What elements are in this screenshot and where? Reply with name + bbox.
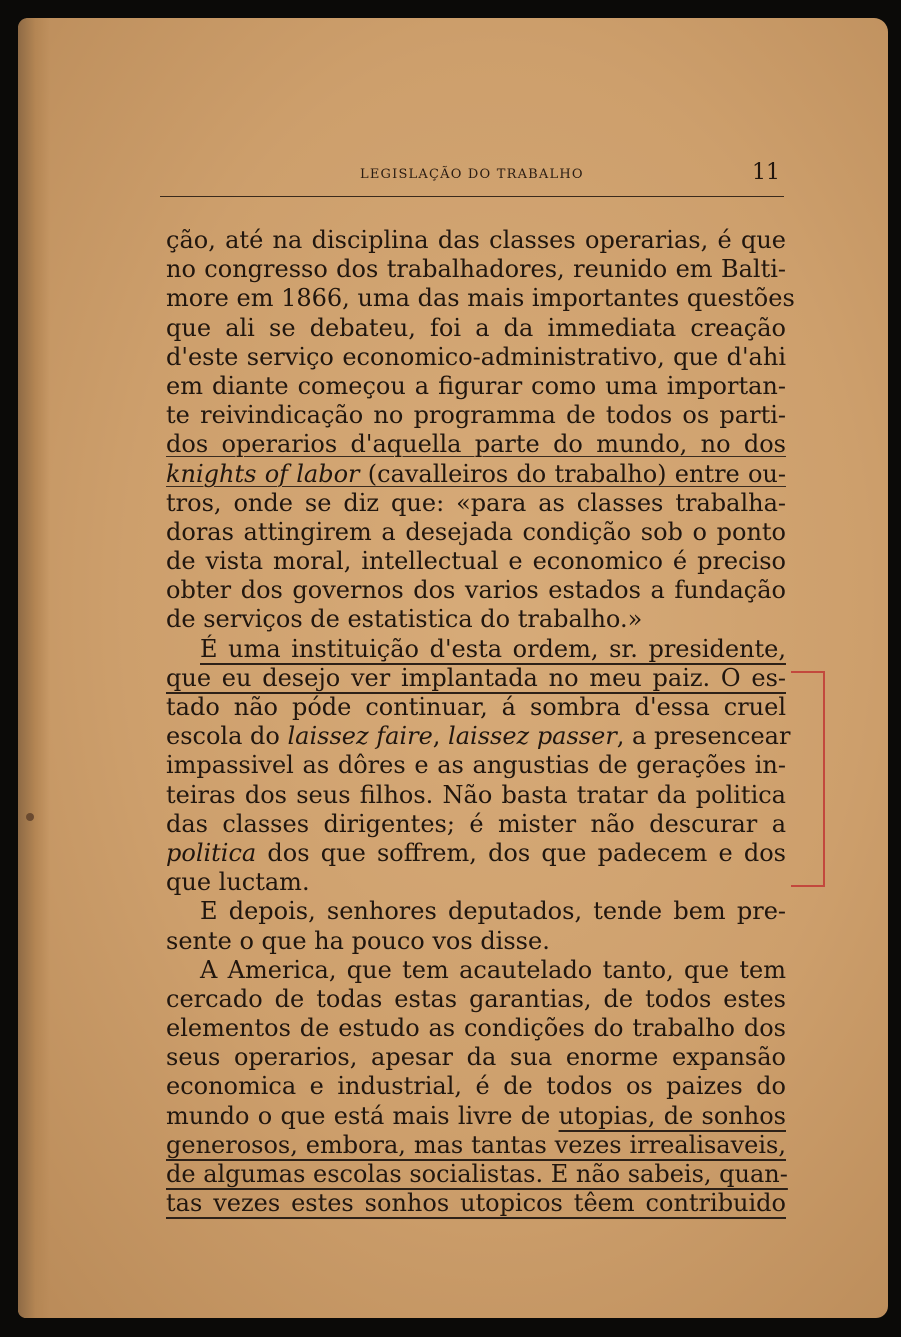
text-line: economica e industrial, é de todos os paizes do	[166, 1072, 786, 1101]
text-line: que luctam.	[166, 868, 310, 897]
italic-phrase: politica	[166, 838, 257, 867]
text-line: de algumas escolas socialistas. E não sabeis, quan-	[166, 1160, 788, 1188]
page-number: 11	[752, 160, 780, 185]
text-line: dos operarios d'aquella parte do mundo, no dos	[166, 430, 786, 459]
text-line: É uma instituição d'esta ordem, sr. presidente,	[200, 634, 786, 663]
line-rest: dos que soffrem, dos que padecem e dos	[256, 838, 786, 867]
text-line: tros, onde se diz que: «para as classes trabalha-	[166, 488, 786, 517]
line-post: , a presencear	[616, 722, 791, 751]
text-line: de vista moral, intellectual e economico é preciso	[166, 547, 786, 576]
text-line	[166, 460, 786, 489]
text-line	[166, 1102, 786, 1131]
running-title: LEGISLAÇÃO DO TRABALHO	[360, 167, 584, 182]
text-line: obter dos governos dos varios estados a fundação	[166, 576, 786, 605]
binding-gutter	[18, 18, 50, 1318]
text-line: que ali se debateu, foi a da immediata creação	[166, 313, 786, 342]
italic-phrase: laissez passer	[448, 722, 617, 751]
text-line: te reivindicação no programma de todos os parti-	[166, 401, 786, 430]
red-margin-bracket	[791, 671, 825, 887]
text-line: more em 1866, uma das mais importantes questões	[166, 284, 795, 313]
text-line: que eu desejo ver implantada no meu paiz. O es-	[166, 663, 786, 692]
line-pre: mundo o que está mais livre de	[166, 1101, 559, 1130]
margin-mark	[26, 813, 34, 821]
underlined-phrase: utopias, de sonhos	[558, 1101, 786, 1130]
text-line: das classes dirigentes; é mister não descurar a	[166, 809, 786, 838]
body-text	[166, 226, 795, 1218]
text-line: tado não póde continuar, á sombra d'essa cruel	[166, 693, 786, 721]
italic-phrase: knights of labor	[166, 459, 360, 488]
text-line: A America, que tem acautelado tanto, que tem	[200, 955, 786, 984]
text-line: de serviços de estatistica do trabalho.»	[166, 605, 643, 634]
line-pre: escola do	[166, 722, 288, 751]
text-line: doras attingirem a desejada condição sob o ponto	[166, 517, 786, 546]
text-line: no congresso dos trabalhadores, reunido em Balti-	[166, 255, 786, 284]
italic-phrase: laissez faire	[287, 722, 433, 751]
text-line: sente o que ha pouco vos disse.	[166, 926, 550, 955]
text-line	[166, 839, 786, 868]
line-rest: (cavalleiros do trabalho) entre ou-	[359, 459, 786, 488]
text-line: E depois, senhores deputados, tende bem pre-	[200, 897, 786, 926]
text-line: ção, até na disciplina das classes operarias, é que	[166, 226, 786, 254]
text-line: cercado de todas estas garantias, de todos estes	[166, 984, 786, 1013]
text-line: tas vezes estes sonhos utopicos têem contribuido	[166, 1189, 786, 1218]
text-line: impassivel as dôres e as angustias de gerações in-	[166, 751, 786, 780]
text-line	[166, 722, 791, 751]
text-line: teiras dos seus filhos. Não basta tratar da politica	[166, 780, 786, 809]
book-page	[18, 18, 888, 1318]
text-line: seus operarios, apesar da sua enorme expansão	[166, 1043, 786, 1072]
page-header	[150, 156, 780, 190]
line-mid: ,	[432, 722, 449, 751]
header-rule	[160, 196, 784, 197]
text-line: em diante começou a figurar como uma importan-	[166, 371, 786, 400]
text-line: elementos de estudo as condições do trabalho dos	[166, 1014, 786, 1043]
text-line: d'este serviço economico-administrativo, que d'ahi	[166, 342, 786, 371]
text-line: generosos, embora, mas tantas vezes irrealisaveis,	[166, 1130, 786, 1159]
